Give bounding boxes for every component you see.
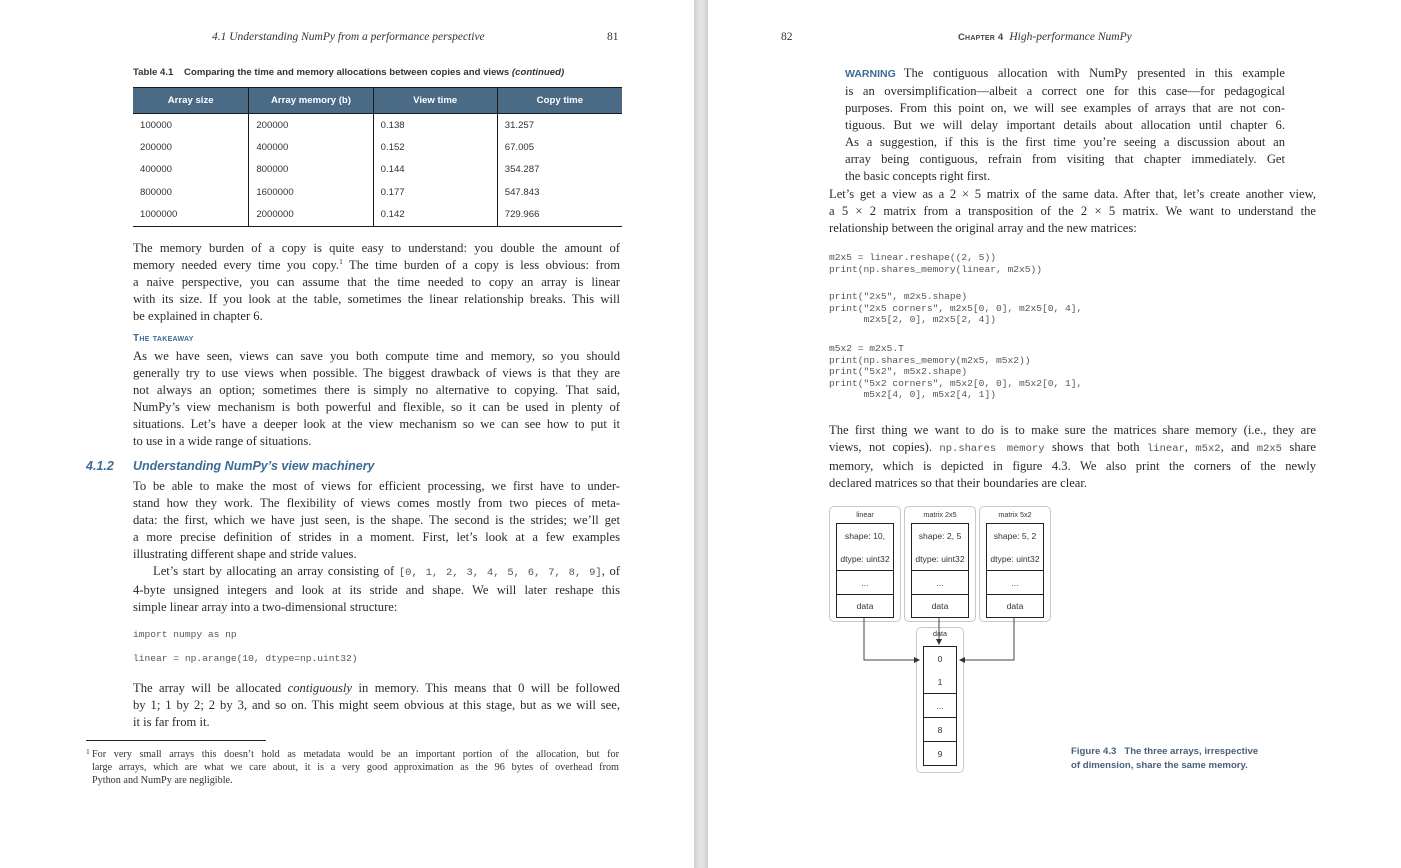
array-cell-dtype: dtype: uint32 xyxy=(986,547,1044,571)
text-line: NumPy’s view mechanism is both powerful and flexible, so it can be used in plenty of xyxy=(133,400,620,414)
text-line: a 5 × 2 matrix from a transposition of the 2 × 5 matrix. We want to understand the xyxy=(829,204,1316,218)
table-row xyxy=(133,114,622,137)
text-line: stand how they work. The flexibility of views comes mostly from two pieces of meta- xyxy=(133,496,620,510)
array-cell-dtype: dtype: uint32 xyxy=(836,547,894,571)
text-fragment: shows that both xyxy=(1044,440,1147,454)
table-header-row xyxy=(133,88,622,114)
table-cell: 354.287 xyxy=(497,159,622,181)
contiguous-paragraph xyxy=(133,680,620,731)
shares-memory-paragraph xyxy=(829,422,1316,492)
arrow-5x2-to-data xyxy=(960,617,1014,660)
table-caption-number: Table 4.1 xyxy=(133,67,174,78)
connector-arrows xyxy=(827,503,1057,775)
table-caption-suffix: (continued) xyxy=(511,67,565,78)
warning-label: WARNING xyxy=(845,68,896,80)
table-cell: 400000 xyxy=(249,136,373,158)
table-row xyxy=(133,181,622,203)
table-cell: 200000 xyxy=(249,114,373,137)
caption-text: The three arrays, irrespective xyxy=(1124,746,1259,757)
inline-code: m5x2 xyxy=(1195,443,1221,455)
text-line: with its size. If you look at the table, sometimes the linear relationship breaks. This will xyxy=(133,292,620,306)
table-cell: 0.144 xyxy=(373,159,497,181)
memory-cell: 9 xyxy=(923,742,957,766)
array-title: matrix 2x5 xyxy=(923,510,957,519)
table-caption xyxy=(133,67,564,78)
array-cell-dtype: dtype: uint32 xyxy=(911,547,969,571)
memory-title: data xyxy=(933,629,947,638)
table-cell: 800000 xyxy=(249,159,373,181)
code-import: import numpy as np xyxy=(133,629,237,640)
text-line: data: the first, which we have just seen, is the shape. The second is the strides; we’ll get xyxy=(133,513,620,527)
table-cell: 0.177 xyxy=(373,181,497,203)
text-line xyxy=(829,439,1316,458)
column-header: Copy time xyxy=(497,88,622,114)
column-header: Array memory (b) xyxy=(249,88,373,114)
text-line: As a suggestion, if this is the first time you’re seeing a discussion about an xyxy=(845,135,1285,149)
text-line xyxy=(133,257,620,274)
view-machinery-paragraph xyxy=(133,478,620,616)
text-line: purposes. From this point on, we will see examples of arrays that are not con- xyxy=(845,101,1285,115)
code-block-transpose: m5x2 = m2x5.T print(np.shares_memory(m2x5, m5x2)) print("5x2", m5x2.shape) print("5x2 corners", m5x2[0, 0], m5x2[0, 1], m5x2[4, 0], m5x2[4, 1]) xyxy=(829,343,1083,400)
table-cell: 31.257 xyxy=(497,114,622,137)
view-matrix-paragraph xyxy=(829,186,1316,237)
text-fragment: views, not copies). xyxy=(829,440,940,454)
text-line: generally try to use views when possible. The biggest drawback of views is that they are xyxy=(133,366,620,380)
table-row xyxy=(133,136,622,158)
text-line: by 1; 1 by 2; 2 by 3, and so on. This might seem obvious at this stage, but as we will see, xyxy=(133,698,620,712)
table-cell: 67.005 xyxy=(497,136,622,158)
text-fragment: The array will be allocated xyxy=(133,681,288,695)
text-line: relationship between the original array and the new matrices: xyxy=(829,221,1137,235)
table-cell: 800000 xyxy=(140,186,173,198)
caption-line xyxy=(1071,745,1258,759)
text-line: tiguous. But we will delay important details about allocation until chapter 6. xyxy=(845,118,1285,132)
text-line: a more precise definition of strides in a moment. First, let’s look at a few examples xyxy=(133,530,620,544)
memory-burden-paragraph xyxy=(133,240,620,325)
inline-code: np.shares memory xyxy=(939,443,1045,455)
table-cell: 2000000 xyxy=(249,204,373,227)
text-line: Python and NumPy are negligible. xyxy=(92,775,233,786)
text-line: 4-byte unsigned integers and look at its stride and shape. We will later reshape this xyxy=(133,583,620,597)
takeaway-heading: The takeaway xyxy=(133,333,194,344)
running-head: 4.1 Understanding NumPy from a performance perspective xyxy=(212,31,485,43)
footnote-rule xyxy=(86,740,266,741)
table-caption-text: Comparing the time and memory allocations between copies and views xyxy=(184,67,510,78)
table-cell: 1600000 xyxy=(249,181,373,203)
text-line: to use in a wide range of situations. xyxy=(133,434,312,448)
page-number: 82 xyxy=(781,31,793,43)
code-block-reshape: m2x5 = linear.reshape((2, 5)) print(np.shares_memory(linear, m2x5)) xyxy=(829,252,1043,275)
emphasis: contiguously xyxy=(287,681,353,695)
page-number: 81 xyxy=(607,31,619,43)
inline-code: m2x5 xyxy=(1256,443,1282,455)
text-fragment: memory needed every time you copy. xyxy=(133,258,340,272)
table-cell: 200000 xyxy=(140,142,173,154)
chapter-title: High-performance NumPy xyxy=(1009,31,1132,43)
comparison-table xyxy=(133,87,622,227)
code-linear: linear = np.arange(10, dtype=np.uint32) xyxy=(133,653,358,664)
table-cell: 0.138 xyxy=(373,114,497,137)
table-cell: 400000 xyxy=(140,164,173,176)
figure-number: Figure 4.3 xyxy=(1071,746,1117,757)
page-81 xyxy=(0,0,694,868)
inline-code: [0, 1, 2, 3, 4, 5, 6, 7, 8, 9] xyxy=(398,567,602,579)
text-line: it is far from it. xyxy=(133,715,210,729)
table-row xyxy=(133,204,622,227)
text-fragment: , xyxy=(1184,440,1196,454)
caption-line: of dimension, share the same memory. xyxy=(1071,760,1248,771)
text-line xyxy=(133,680,620,697)
array-cell-data: data xyxy=(986,595,1044,618)
text-fragment: , of xyxy=(601,564,621,578)
text-line: illustrating different shape and stride values. xyxy=(133,547,357,561)
text-line: Let’s get a view as a 2 × 5 matrix of the same data. After that, let’s create another view, xyxy=(829,187,1316,201)
warning-note xyxy=(845,65,1285,185)
memory-cell: 1 xyxy=(923,670,957,694)
array-cell-shape: shape: 2, 5 xyxy=(911,523,969,548)
table-cell: 547.843 xyxy=(497,181,622,203)
text-line: To be able to make the most of views for efficient processing, we first have to under- xyxy=(133,479,620,493)
text-line xyxy=(133,563,620,582)
table-cell: 0.142 xyxy=(373,204,497,227)
text-line: array being contiguous, refrain from visiting that chapter immediately. Get xyxy=(845,152,1285,166)
text-line xyxy=(845,65,1285,83)
text-fragment: The time burden of a copy is less obvious: from xyxy=(342,258,620,272)
table-cell: 1000000 xyxy=(133,204,249,227)
array-cell-ellipsis: ... xyxy=(986,571,1044,595)
column-header: View time xyxy=(373,88,497,114)
text-line: memory, which is depicted in figure 4.3. We also print the corners of the newly xyxy=(829,459,1316,473)
table-cell: 729.966 xyxy=(497,204,622,227)
table-row xyxy=(133,159,622,181)
code-block-2x5-print: print("2x5", m2x5.shape) print("2x5 corners", m2x5[0, 0], m2x5[0, 4], m2x5[2, 0], m2x5[2, 4]) xyxy=(829,291,1083,325)
text-line: be explained in chapter 6. xyxy=(133,309,263,323)
text-fragment: share xyxy=(1282,440,1316,454)
text-line: not always an option; sometimes there is simply no alternative to copying. That said, xyxy=(133,383,620,397)
table-cell: 0.152 xyxy=(373,136,497,158)
chapter-label: Chapter 4 xyxy=(958,32,1004,43)
arrow-linear-to-data xyxy=(864,617,919,660)
array-cell-data: data xyxy=(836,595,894,618)
footnote-ref[interactable]: 1 xyxy=(339,256,343,266)
text-line: 1 For very small arrays this doesn’t hold as metadata would be an important portion of the allocation, but for xyxy=(86,747,619,760)
array-cell-shape: shape: 10, xyxy=(836,523,894,548)
array-cell-data: data xyxy=(911,595,969,618)
footnote xyxy=(86,748,619,787)
memory-cell: ... xyxy=(923,694,957,718)
memory-cell: 0 xyxy=(923,646,957,671)
running-head xyxy=(958,31,1132,43)
page-gutter xyxy=(694,0,708,868)
inline-code: linear xyxy=(1146,443,1185,455)
text-fragment: in memory. This means that 0 will be followed xyxy=(352,681,620,695)
text-line: The memory burden of a copy is quite easy to understand: you double the amount of xyxy=(133,241,620,255)
text-fragment: Let’s start by allocating an array consisting of xyxy=(153,564,399,578)
text-line: large arrays, which are what we care about, it is a very good approximation as the 96 bytes of overhead from xyxy=(92,762,619,773)
text-line: situations. Let’s have a deeper look at the view mechanism so we can see how to put it xyxy=(133,417,620,431)
memory-cell: 8 xyxy=(923,718,957,742)
text-fragment: For very small arrays this doesn’t hold as metadata would be an important portion of the allocation, but for xyxy=(92,749,619,760)
text-fragment: The contiguous allocation with NumPy presented in this example xyxy=(903,66,1285,80)
text-line: simple linear array into a two-dimensional structure: xyxy=(133,600,398,614)
text-line: As we have seen, views can save you both compute time and memory, so you should xyxy=(133,349,620,363)
text-line: The first thing we want to do is to make sure the matrices share memory (i.e., they are xyxy=(829,423,1316,437)
array-cell-ellipsis: ... xyxy=(911,571,969,595)
figure-4-3-diagram xyxy=(827,503,1057,775)
text-line: declared matrices so that their boundaries are clear. xyxy=(829,476,1088,490)
figure-caption xyxy=(1071,745,1258,773)
table-cell: 100000 xyxy=(140,119,173,131)
array-title: matrix 5x2 xyxy=(998,510,1032,519)
text-line: is an oversimplification—albeit a correct one for this case—for pedagogical xyxy=(845,84,1285,98)
section-heading xyxy=(86,459,375,473)
section-number: 4.1.2 xyxy=(86,459,114,473)
takeaway-paragraph xyxy=(133,348,620,450)
section-title: Understanding NumPy’s view machinery xyxy=(133,459,375,473)
column-header: Array size xyxy=(133,88,249,114)
text-line: the basic concepts right first. xyxy=(845,169,991,183)
text-fragment: , and xyxy=(1220,440,1257,454)
array-cell-ellipsis: ... xyxy=(836,571,894,595)
array-title: linear xyxy=(856,510,874,519)
array-cell-shape: shape: 5, 2 xyxy=(986,523,1044,548)
text-line: a naive perspective, you can assume that the time needed to copy an array is linear xyxy=(133,275,620,289)
